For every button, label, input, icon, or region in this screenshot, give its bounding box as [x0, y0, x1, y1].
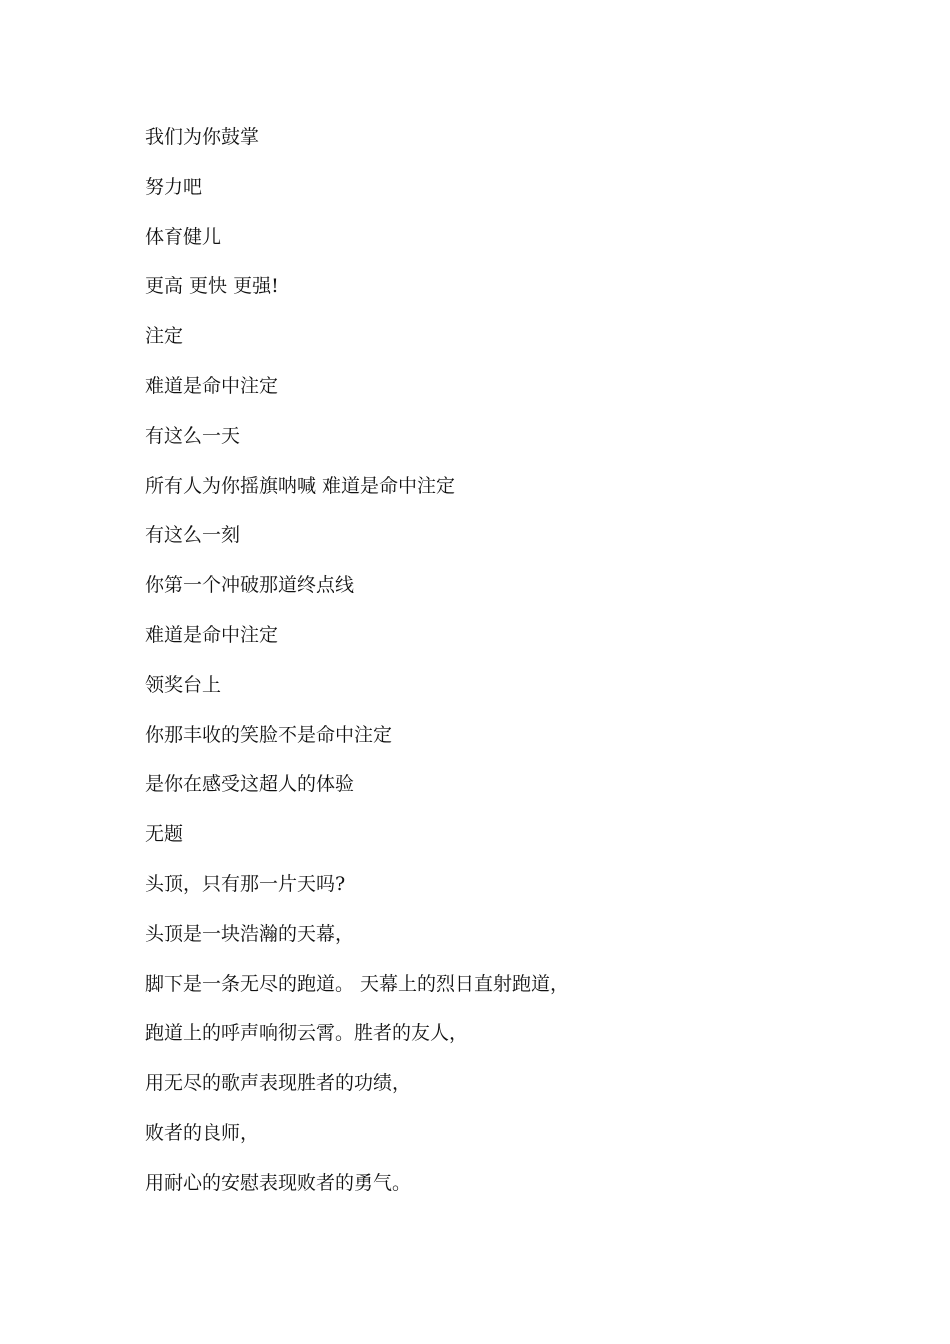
poem-text-block — [145, 124, 845, 1220]
text-line: 败者的良师， — [145, 1121, 260, 1144]
text-line: 我们为你鼓掌 — [145, 126, 260, 148]
text-line: 难道是命中注定 — [145, 374, 279, 397]
text-line: 用耐心的安慰表现败者的勇气。 — [145, 1171, 412, 1194]
text-line: 有这么一刻 — [145, 524, 241, 547]
text-line: 所有人为你摇旗呐喊 难道是命中注定 — [145, 474, 456, 497]
section-title: 注定 — [145, 325, 184, 348]
text-line: 脚下是一条无尽的跑道。 天幕上的烈日直射跑道， — [145, 972, 570, 995]
text-line: 更高 更快 更强! — [145, 275, 279, 298]
text-line: 你那丰收的笑脸不是命中注定 — [145, 723, 393, 746]
text-line: 努力吧 — [145, 175, 203, 198]
text-line: 头顶，只有那一片天吗? — [145, 872, 346, 895]
text-line: 用无尽的歌声表现胜者的功绩， — [145, 1072, 412, 1095]
text-line: 头顶是一块浩瀚的天幕， — [145, 922, 355, 945]
text-line: 领奖台上 — [145, 673, 222, 696]
section-title: 无题 — [145, 823, 184, 846]
text-line: 难道是命中注定 — [145, 623, 279, 646]
text-line: 是你在感受这超人的体验 — [145, 773, 355, 796]
text-line: 跑道上的呼声响彻云霄。胜者的友人， — [145, 1022, 469, 1045]
text-line: 你第一个冲破那道终点线 — [145, 574, 355, 597]
text-line: 有这么一天 — [145, 424, 241, 447]
text-line: 体育健儿 — [145, 225, 222, 248]
